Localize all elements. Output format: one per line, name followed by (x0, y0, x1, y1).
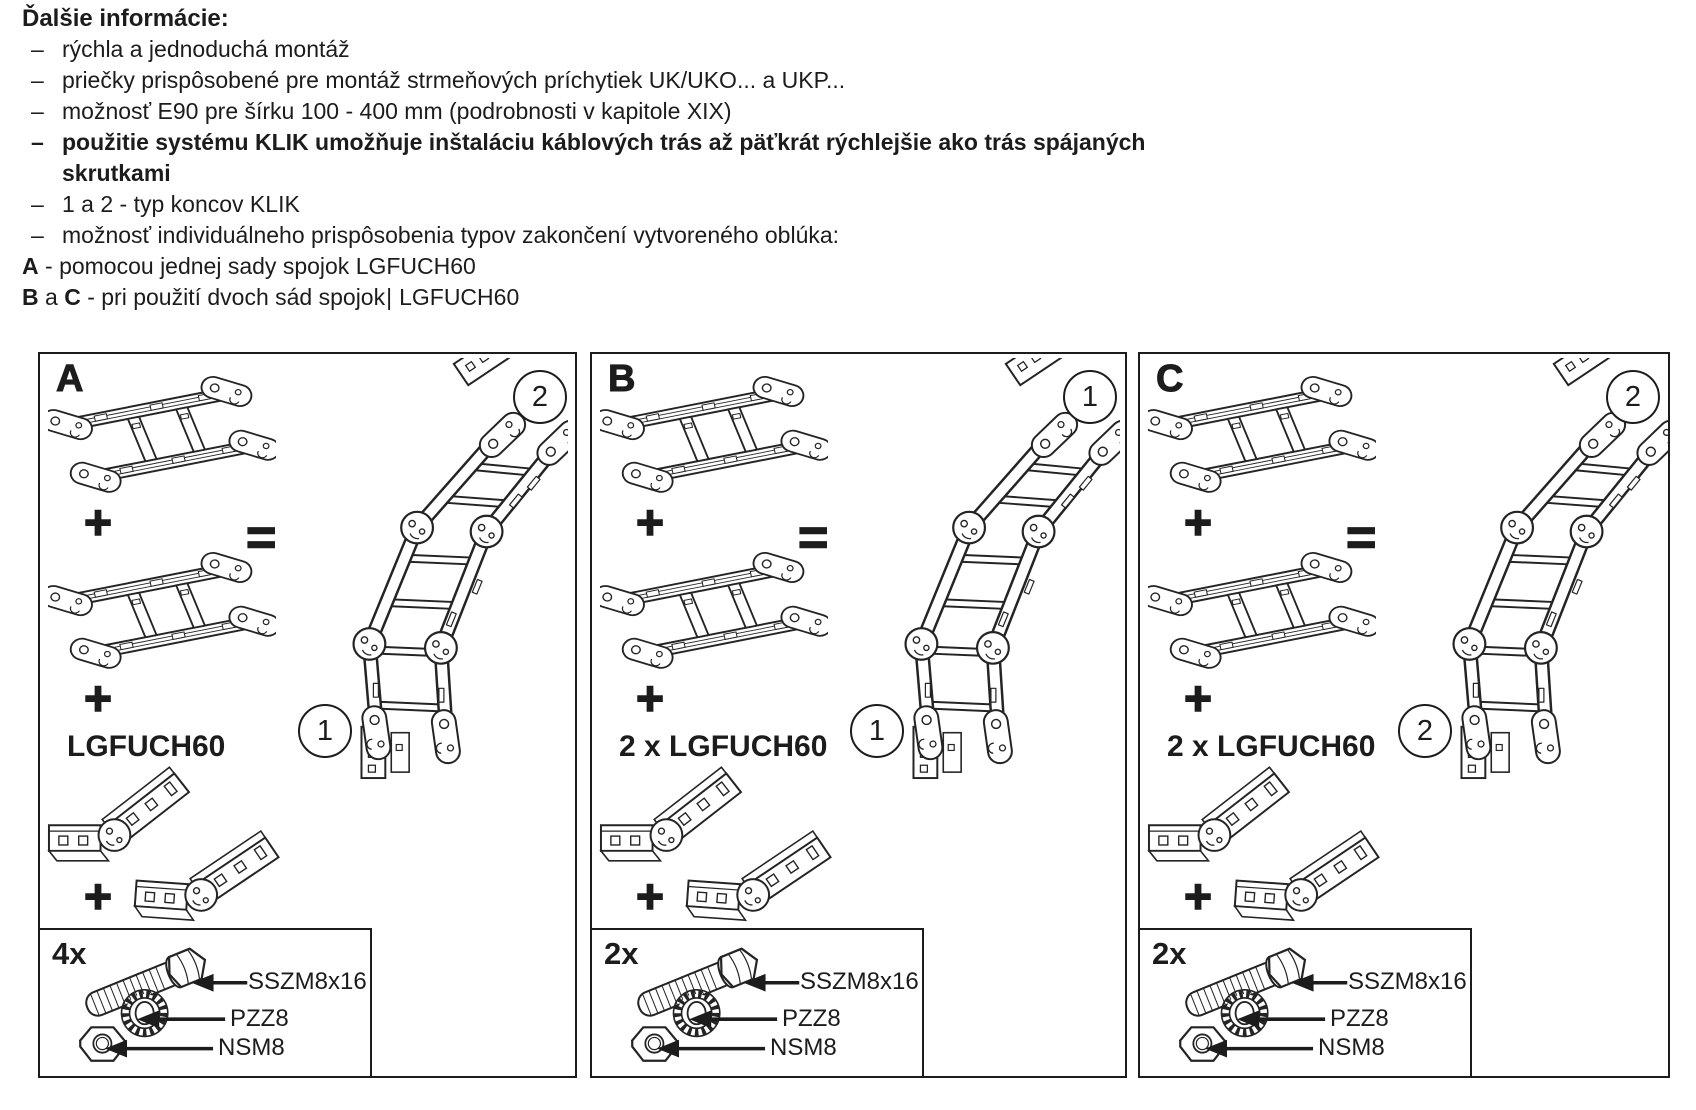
ladder-segment-illustration (1148, 546, 1376, 704)
bullet-text: možnosť E90 pre šírku 100 - 400 mm (podrobnosti v kapitole XIX) (62, 98, 732, 124)
bolt-washer-nut-illustration (1140, 930, 1472, 1078)
dash-marker: – (31, 129, 44, 155)
ladder-segment-illustration (600, 546, 828, 704)
klik-end-type-badge-bottom (298, 704, 352, 758)
bullet-item (22, 96, 1472, 127)
badge-number: 1 (1081, 380, 1099, 413)
dash-marker: – (31, 222, 44, 248)
plus-sign: + (1184, 871, 1213, 924)
hardware-box (592, 928, 924, 1076)
bullet-text: možnosť individuálneho prispôsobenia typov zakončení vytvoreného oblúka: (62, 222, 840, 248)
hardware-quantity: 2x (604, 936, 639, 971)
connector-set-illustration (597, 760, 835, 928)
badge-number: 1 (868, 714, 886, 747)
plus-sign: + (84, 673, 113, 726)
dash-marker: – (31, 191, 44, 217)
bullet-item-bold (22, 127, 1472, 189)
hardware-box (1140, 928, 1472, 1076)
connector-set-illustration (1145, 760, 1383, 928)
bullet-text (62, 127, 1145, 189)
bullet-text: rýchla a jednoduchá montáž (62, 36, 350, 62)
bullet-line1: použitie systému KLIK umožňuje inštaláciu káblových trás až päťkrát rýchlejšie ako trás spájaných (62, 129, 1146, 155)
nut-label: NSM8 (1318, 1034, 1385, 1061)
klik-end-type-badge-bottom (1398, 704, 1452, 758)
bolt-washer-nut-illustration (592, 930, 924, 1078)
additional-info-section (22, 3, 1472, 313)
text-cursor: | (386, 284, 393, 310)
bullet-item (22, 65, 1472, 96)
badge-number: 2 (531, 380, 549, 413)
ladder-segment-illustration (1148, 370, 1376, 528)
variant-label-b: B (22, 284, 39, 310)
plus-sign: + (84, 871, 113, 924)
conjunction: a (45, 284, 58, 310)
dash-marker: – (31, 36, 44, 62)
bolt-label: SSZM8x16 (1348, 968, 1467, 995)
connector-set-label: LGFUCH60 (67, 730, 226, 763)
nut-label: NSM8 (770, 1034, 837, 1061)
klik-end-type-badge-top (1606, 370, 1660, 424)
dash-marker: – (31, 98, 44, 124)
panel-a-letter: A (56, 358, 84, 400)
bolt-label: SSZM8x16 (800, 968, 919, 995)
bolt-washer-nut-illustration (40, 930, 372, 1078)
washer-label: PZZ8 (782, 1005, 841, 1032)
connector-set-label: 2 x LGFUCH60 (619, 730, 828, 763)
plus-sign: + (1184, 497, 1213, 550)
section-title: Ďalšie informácie: (22, 5, 229, 32)
badge-number: 1 (316, 714, 334, 747)
badge-number: 2 (1624, 380, 1642, 413)
panel-c-letter: C (1156, 358, 1184, 400)
ladder-segment-illustration (48, 370, 276, 528)
equals-sign: = (1346, 509, 1377, 567)
plus-sign: + (636, 497, 665, 550)
variant-text-bc: - pri použití dvoch sád spojok (87, 284, 386, 310)
hardware-box (40, 928, 372, 1076)
washer-label: PZZ8 (1330, 1005, 1389, 1032)
plus-sign: + (636, 871, 665, 924)
connector-set-illustration (45, 760, 283, 928)
panel-c (1138, 352, 1670, 1078)
bullet-text: priečky prispôsobené pre montáž strmeňových príchytiek UK/UKO... a UKP... (62, 67, 846, 93)
variant-note-a (22, 251, 1472, 282)
bullet-text: 1 a 2 - typ koncov KLIK (62, 191, 300, 217)
bullet-item (22, 220, 1472, 251)
equals-sign: = (246, 509, 277, 567)
plus-sign: + (1184, 673, 1213, 726)
bullet-item (22, 189, 1472, 220)
connector-set-label: 2 x LGFUCH60 (1167, 730, 1376, 763)
hardware-quantity: 2x (1152, 936, 1187, 971)
equals-sign: = (798, 509, 829, 567)
variant-note-bc (22, 282, 1472, 313)
badge-number: 2 (1416, 714, 1434, 747)
hardware-quantity: 4x (52, 936, 87, 971)
panel-b (590, 352, 1127, 1078)
klik-end-type-badge-top (513, 370, 567, 424)
variant-text-a: - pomocou jednej sady spojok LGFUCH60 (45, 253, 476, 279)
dash-marker: – (31, 67, 44, 93)
variant-label-a: A (22, 253, 39, 279)
bullet-line2: skrutkami (62, 160, 171, 186)
ladder-segment-illustration (600, 370, 828, 528)
nut-label: NSM8 (218, 1034, 285, 1061)
ladder-segment-illustration (48, 546, 276, 704)
variant-label-c: C (64, 284, 81, 310)
plus-sign: + (636, 673, 665, 726)
product-code: LGFUCH60 (399, 284, 520, 310)
bolt-label: SSZM8x16 (248, 968, 367, 995)
bullet-item (22, 34, 1472, 65)
klik-end-type-badge-bottom (850, 704, 904, 758)
panel-b-letter: B (608, 358, 636, 400)
plus-sign: + (84, 497, 113, 550)
washer-label: PZZ8 (230, 1005, 289, 1032)
klik-end-type-badge-top (1063, 370, 1117, 424)
panel-a (38, 352, 577, 1078)
